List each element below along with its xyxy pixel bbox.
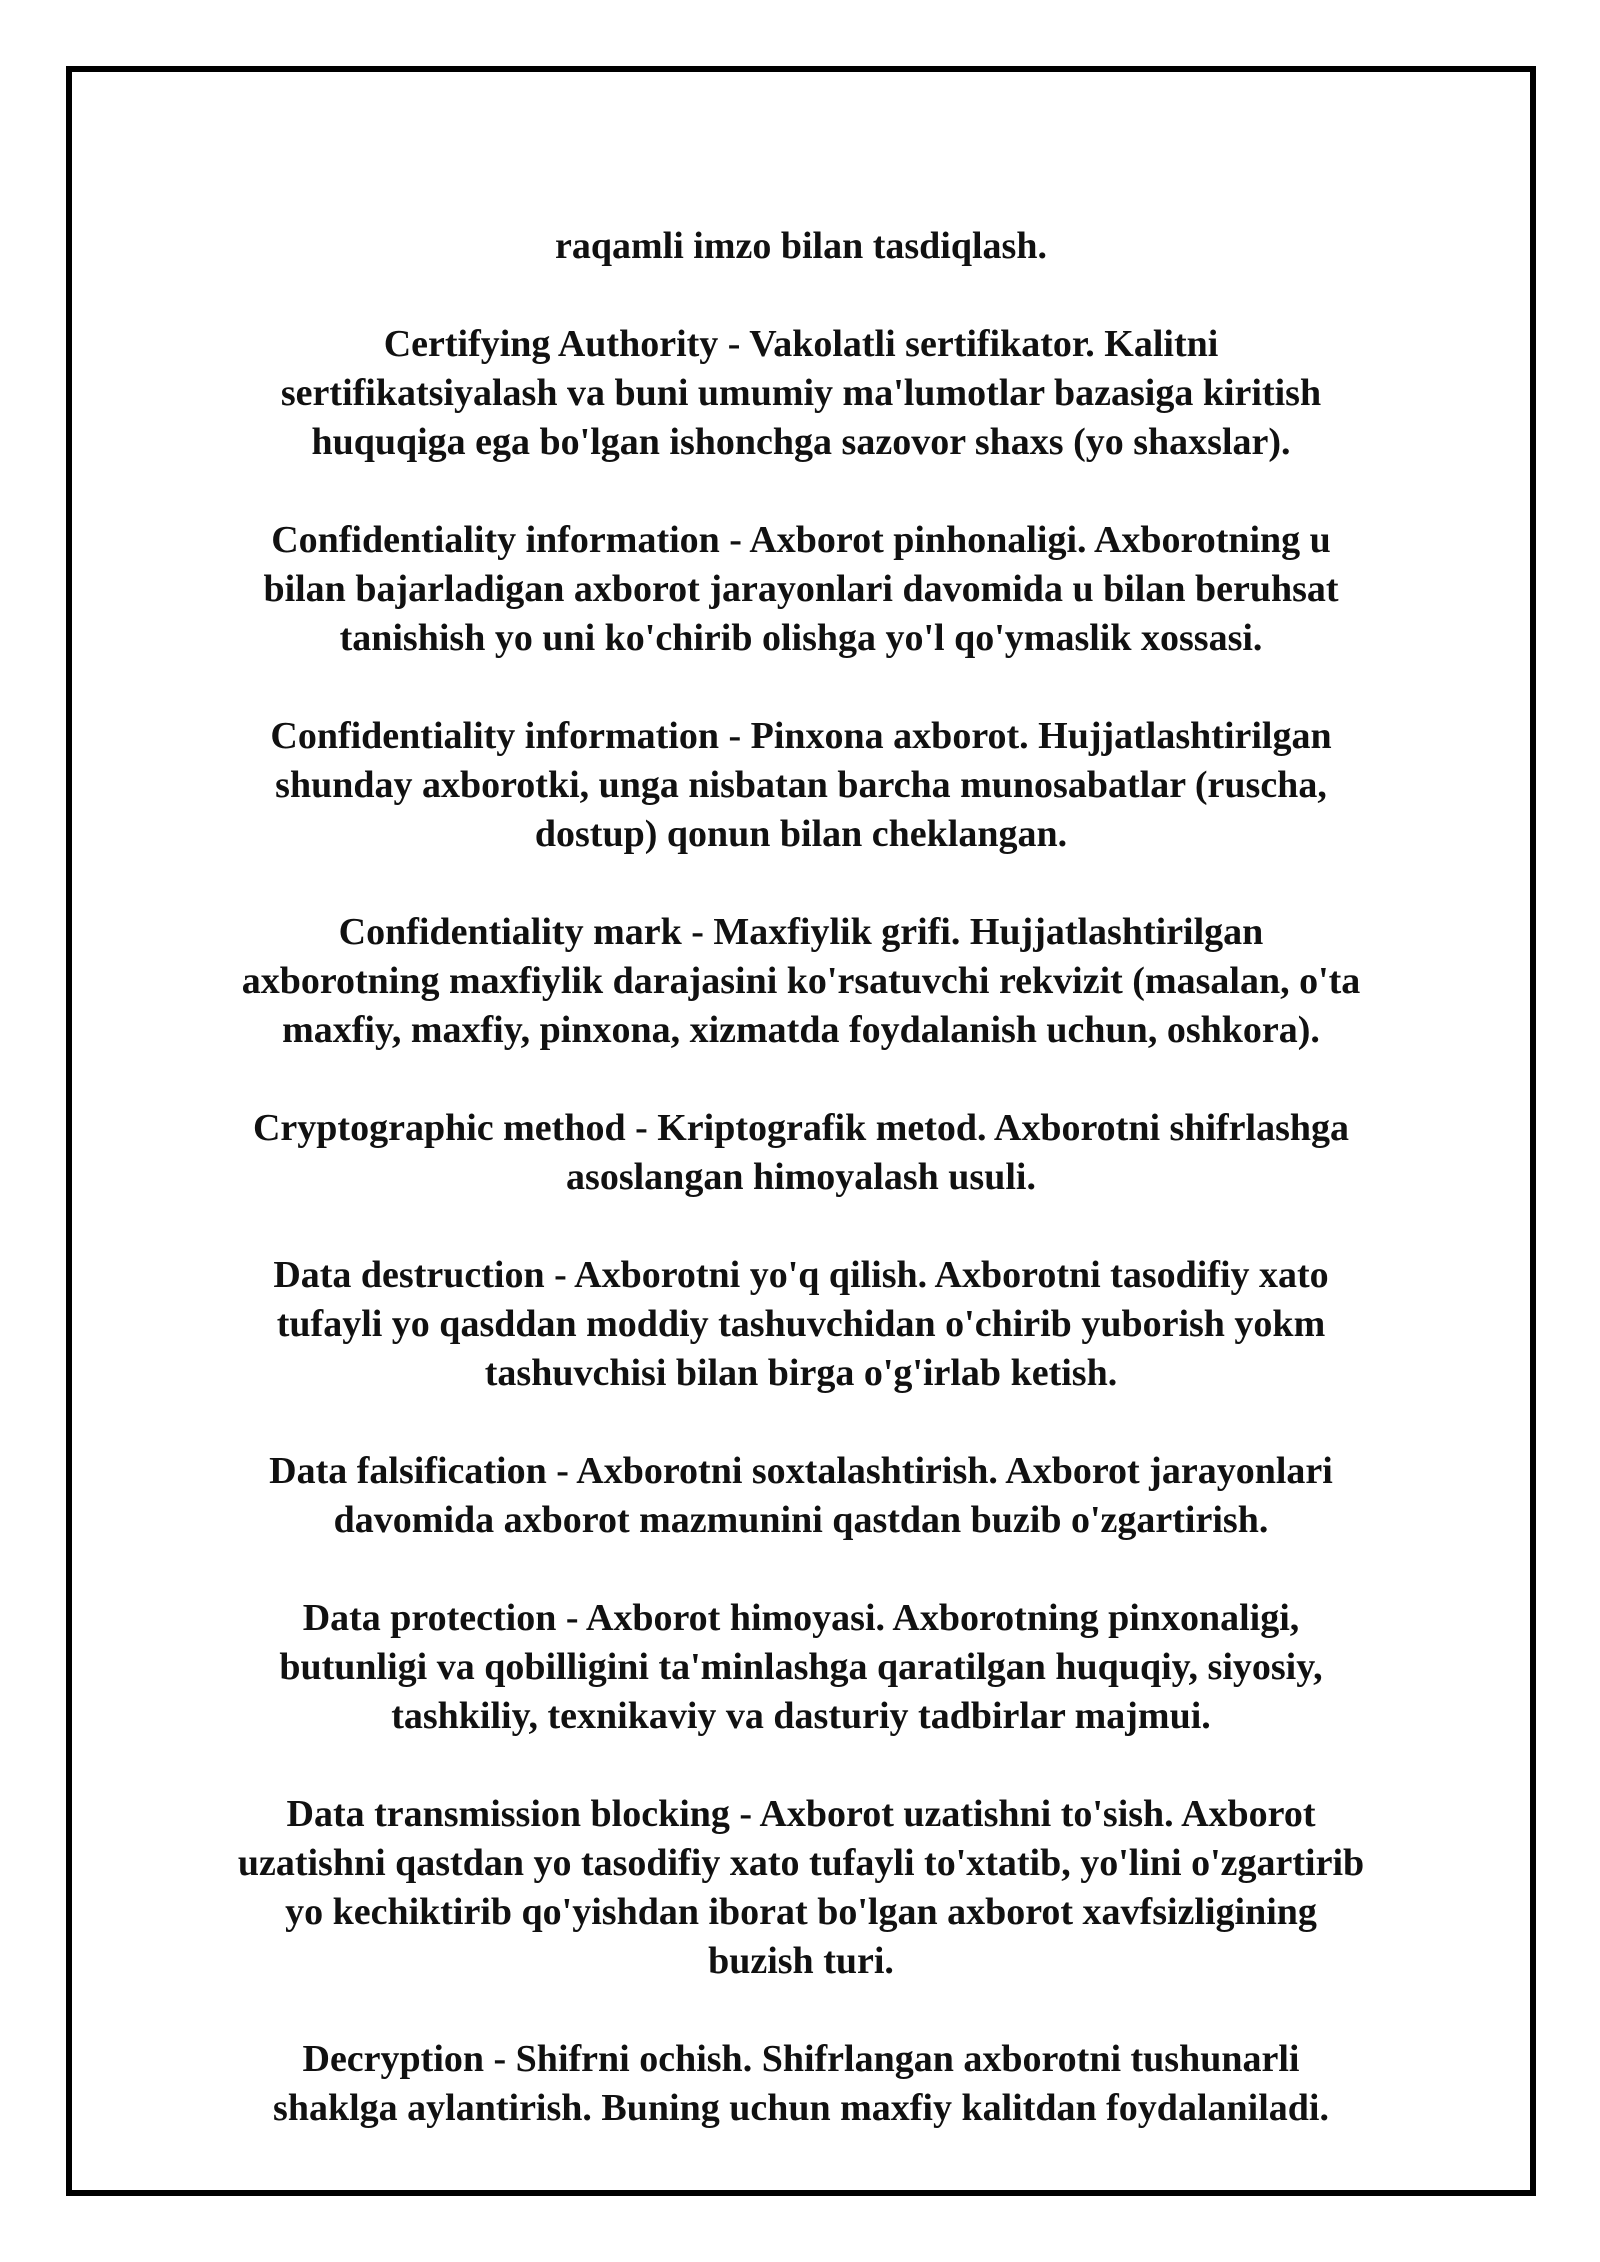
paragraph-cryptographic-method: Cryptographic method - Kriptografik metod. Axborotni shifrlashga asoslangan himoyalash usuli. [252, 1107, 1350, 1198]
paragraph-data-destruction: Data destruction - Axborotni yo'q qilish. Axborotni tasodifiy xato tufayli yo qasddan moddiy tashuvchidan o'chirib yuborish yokm tashuvchisi bilan birga o'g'irlab ketish. [273, 1254, 1329, 1394]
paragraph-data-protection: Data protection - Axborot himoyasi. Axborotning pinxonaligi, butunligi va qobilligini ta'minlashga qaratilgan huquqiy, siyosiy, tashkiliy, texnikaviy va dasturiy tadbirlar majmui. [279, 1597, 1323, 1737]
paragraph-data-transmission-blocking: Data transmission blocking - Axborot uzatishni to'sish. Axborot uzatishni qastdan yo tasodifiy xato tufayli to'xtatib, yo'lini o'zgartirib yo kechiktirib qo'yishdan iborat bo'lgan axborot xavfsizligining buzish turi. [237, 1793, 1365, 1982]
document-body [72, 222, 1530, 2182]
page-frame [66, 66, 1536, 2196]
paragraph-confidentiality-information-1: Confidentiality information - Axborot pinhonaligi. Axborotning u bilan bajarladigan axborot jarayonlari davomida u bilan beruhsat tanishish yo uni ko'chirib olishga yo'l qo'ymaslik xossasi. [263, 519, 1339, 659]
paragraph-decryption: Decryption - Shifrni ochish. Shifrlangan axborotni tushunarli shaklga aylantirish. Buning uchun maxfiy kalitdan foydalaniladi. [273, 2038, 1329, 2129]
paragraph-confidentiality-information-2: Confidentiality information - Pinxona axborot. Hujjatlashtirilgan shunday axborotki, unga nisbatan barcha munosabatlar (ruscha, dostup) qonun bilan cheklangan. [270, 715, 1332, 855]
paragraph-certifying-authority: Certifying Authority - Vakolatli sertifikator. Kalitni sertifikatsiyalash va buni umumiy ma'lumotlar bazasiga kiritish huquqiga ega bo'lgan ishonchga sazovor shaxs (yo shaxslar). [280, 323, 1322, 463]
paragraph-confidentiality-mark: Confidentiality mark - Maxfiylik grifi. Hujjatlashtirilgan axborotning maxfiylik darajasini ko'rsatuvchi rekvizit (masalan, o'ta maxfiy, maxfiy, pinxona, xizmatda foydalanish uchun, oshkora). [241, 911, 1361, 1051]
paragraph-data-falsification: Data falsification - Axborotni soxtalashtirish. Axborot jarayonlari davomida axborot mazmunini qastdan buzib o'zgartirish. [269, 1450, 1333, 1541]
paragraph-continuation: raqamli imzo bilan tasdiqlash. [555, 225, 1047, 267]
